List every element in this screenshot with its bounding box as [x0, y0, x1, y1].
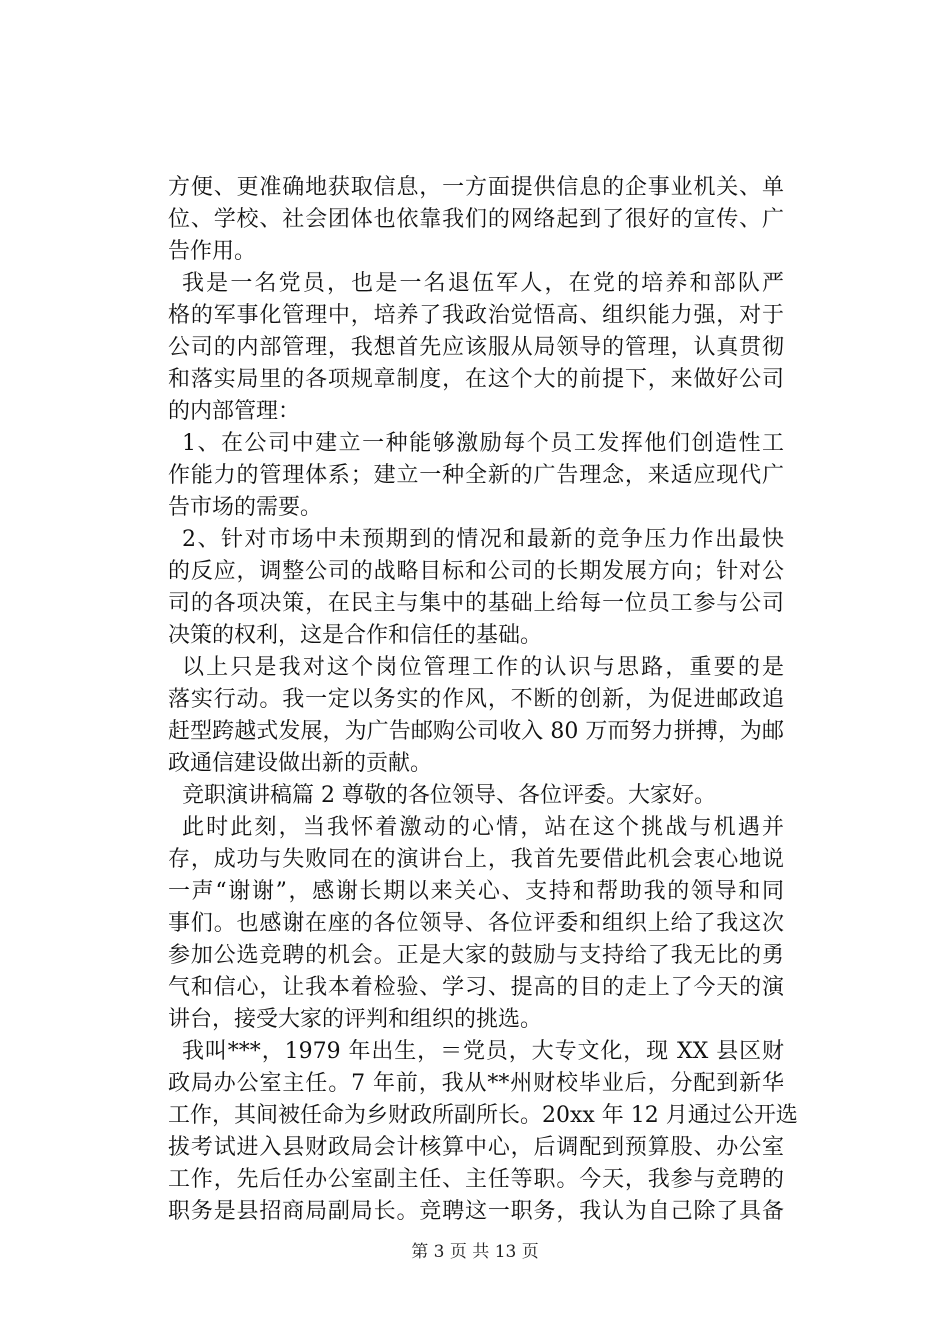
text-line: 的反应，调整公司的战略目标和公司的长期发展方向；针对公: [168, 559, 784, 584]
text-line: 我叫***，1979 年出生，＝党员，大专文化，现 XX 县区财: [182, 1039, 784, 1064]
text-line: 职务是县招商局副局长。竞聘这一职务，我认为自己除了具备: [168, 1199, 784, 1224]
text-line: 我是一名党员，也是一名退伍军人，在党的培养和部队严: [182, 271, 784, 296]
text-line: 格的军事化管理中，培养了我政治觉悟高、组织能力强，对于: [168, 303, 784, 328]
page-footer: 第 3 页 共 13 页: [411, 1242, 539, 1262]
text-line: 竞职演讲稿篇 2 尊敬的各位领导、各位评委。大家好。: [182, 783, 716, 808]
text-line: 气和信心，让我本着检验、学习、提高的目的走上了今天的演: [168, 975, 784, 1000]
text-line: 讲台，接受大家的评判和组织的挑选。: [168, 1007, 543, 1032]
text-line: 决策的权利，这是合作和信任的基础。: [168, 623, 543, 648]
text-line: 告作用。: [168, 239, 257, 264]
text-line: 参加公选竞聘的机会。正是大家的鼓励与支持给了我无比的勇: [168, 943, 784, 968]
text-line: 存，成功与失败同在的演讲台上，我首先要借此机会衷心地说: [168, 847, 784, 872]
text-line: 公司的内部管理，我想首先应该服从局领导的管理，认真贯彻: [168, 335, 784, 360]
text-line: 政局办公室主任。7 年前，我从**州财校毕业后，分配到新华: [168, 1071, 784, 1096]
text-line: 1、在公司中建立一种能够激励每个员工发挥他们创造性工: [182, 431, 784, 456]
text-line: 落实行动。我一定以务实的作风，不断的创新，为促进邮政追: [168, 687, 784, 712]
text-line: 事们。也感谢在座的各位领导、各位评委和组织上给了我这次: [168, 911, 784, 936]
text-line: 位、学校、社会团体也依靠我们的网络起到了很好的宣传、广: [168, 207, 784, 232]
text-line: 和落实局里的各项规章制度，在这个大的前提下，来做好公司: [168, 367, 784, 392]
text-line: 工作，先后任办公室副主任、主任等职。今天，我参与竞聘的: [168, 1167, 784, 1192]
text-line: 方便、更准确地获取信息，一方面提供信息的企事业机关、单: [168, 175, 784, 200]
text-line: 此时此刻，当我怀着激动的心情，站在这个挑战与机遇并: [182, 815, 784, 840]
text-line: 政通信建设做出新的贡献。: [168, 751, 433, 776]
text-line: 拔考试进入县财政局会计核算中心，后调配到预算股、办公室: [168, 1135, 784, 1160]
text-line: 的内部管理：: [168, 399, 301, 424]
text-line: 告市场的需要。: [168, 495, 323, 520]
text-line: 作能力的管理体系；建立一种全新的广告理念，来适应现代广: [168, 463, 784, 488]
text-line: 司的各项决策，在民主与集中的基础上给每一位员工参与公司: [168, 591, 784, 616]
text-line: 赶型跨越式发展，为广告邮购公司收入 80 万而努力拼搏，为邮: [168, 719, 784, 744]
text-line: 工作，其间被任命为乡财政所副所长。20xx 年 12 月通过公开选: [168, 1103, 798, 1128]
text-line: 2、针对市场中未预期到的情况和最新的竞争压力作出最快: [182, 527, 784, 552]
document-body: [168, 172, 798, 1228]
text-line: 以上只是我对这个岗位管理工作的认识与思路，重要的是: [182, 655, 784, 680]
text-line: 一声“谢谢”，感谢长期以来关心、支持和帮助我的领导和同: [168, 879, 784, 904]
